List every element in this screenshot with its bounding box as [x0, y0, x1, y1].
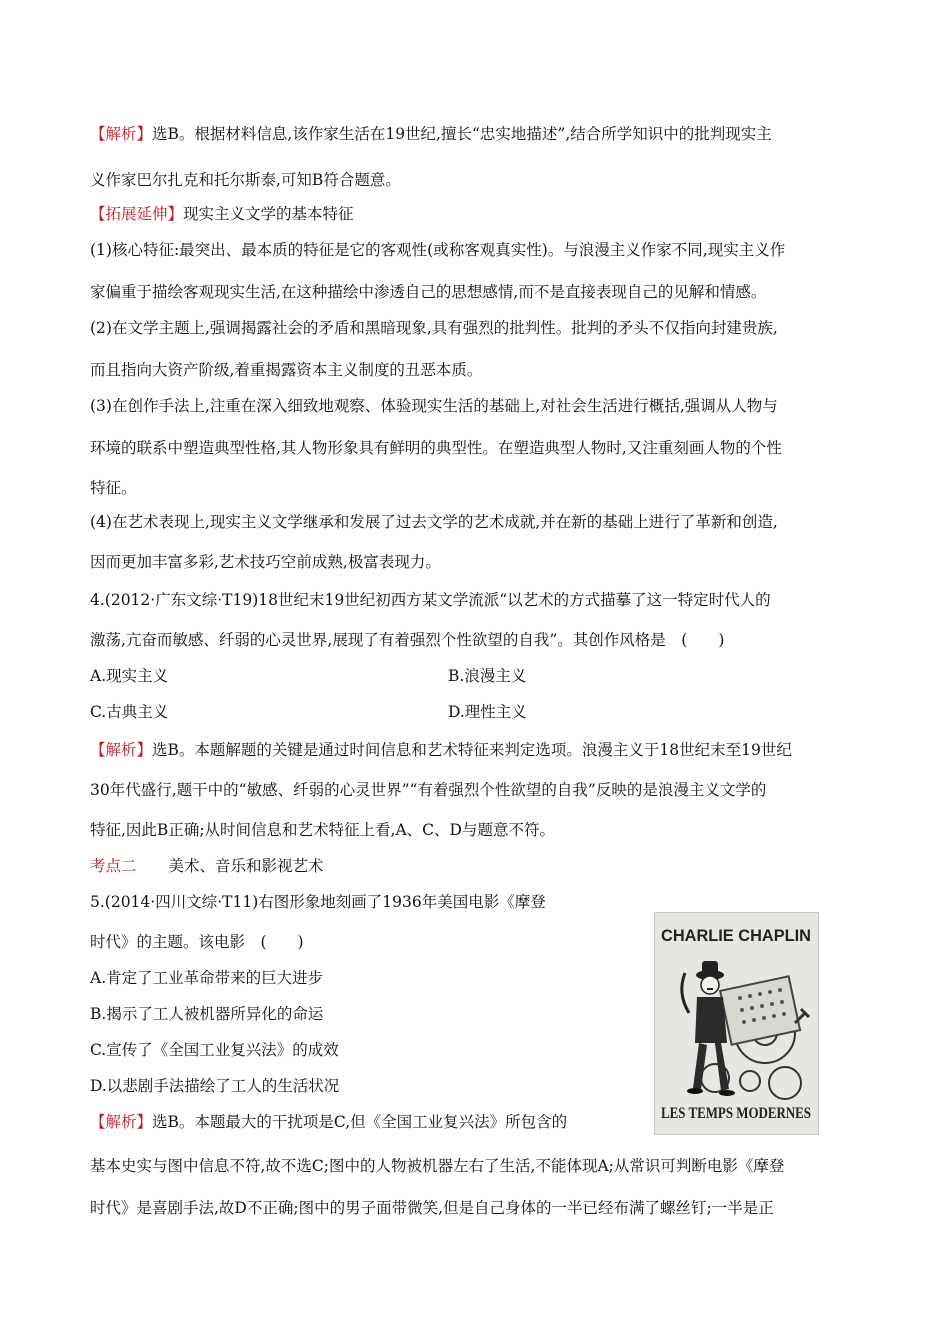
analysis-tag: 【解析】 — [90, 1113, 153, 1131]
analysis-tag: 【解析】 — [90, 125, 153, 143]
analysis-text: 选B。本题解题的关键是通过时间信息和艺术特征来判定选项。浪漫主义于18世纪末至19世纪 — [152, 741, 792, 759]
extension-line: 家偏重于描绘客观现实生活,在这种描绘中渗透自己的思想感情,而不是直接表现自己的见解和情感。 — [90, 283, 767, 301]
analysis-text-line: 义作家巴尔扎克和托尔斯泰,可知B符合题意。 — [90, 171, 401, 189]
extension-line: 特征。 — [90, 479, 137, 497]
poster-title: CHARLIE CHAPLIN — [661, 926, 811, 945]
section-label: 考点二 — [90, 857, 137, 875]
question-5-stem: 5.(2014·四川文综·T11)右图形象地刻画了1936年美国电影《摩登 — [90, 893, 546, 911]
option-c: C.古典主义 — [90, 703, 169, 721]
analysis-paragraph-1 — [90, 124, 772, 144]
option-d: D.以悲剧手法描绘了工人的生活状况 — [90, 1077, 340, 1095]
extension-heading — [90, 204, 354, 224]
extension-title: 现实主义文学的基本特征 — [183, 205, 354, 223]
option-c: C.宣传了《全国工业复兴法》的成效 — [90, 1041, 339, 1059]
modern-times-poster — [654, 912, 819, 1135]
section-heading — [90, 856, 324, 876]
extension-line: (1)核心特征:最突出、最本质的特征是它的客观性(或称客观真实性)。与浪漫主义作家不同,现实主义作 — [90, 241, 786, 259]
poster-illustration — [655, 913, 818, 1134]
option-b: B.浪漫主义 — [448, 667, 527, 685]
analysis-text-line: 基本史实与图中信息不符,故不选C;图中的人物被机器左右了生活,不能体现A;从常识可判断电影《摩登 — [90, 1157, 785, 1175]
question-4-analysis — [90, 740, 792, 760]
question-4-stem: 激荡,亢奋而敏感、纤弱的心灵世界,展现了有着强烈个性欲望的自我”。其创作风格是 ( ) — [90, 631, 725, 649]
poster-subtitle: LES TEMPS MODERNES — [661, 1105, 812, 1122]
option-a: A.肯定了工业革命带来的巨大进步 — [90, 969, 324, 987]
question-4-stem: 4.(2012·广东文综·T19)18世纪末19世纪初西方某文学流派“以艺术的方式描摹了这一特定时代人的 — [90, 591, 771, 609]
option-b: B.揭示了工人被机器所异化的命运 — [90, 1005, 324, 1023]
option-d: D.理性主义 — [448, 703, 527, 721]
extension-line: 因而更加丰富多彩,艺术技巧空前成熟,极富表现力。 — [90, 553, 441, 571]
extension-line: 环境的联系中塑造典型性格,其人物形象具有鲜明的典型性。在塑造典型人物时,又注重刻画人物的个性 — [90, 439, 782, 457]
analysis-text-line: 时代》是喜剧手法,故D不正确;图中的男子面带微笑,但是自己身体的一半已经布满了螺丝钉;一半是正 — [90, 1199, 774, 1217]
extension-line: (3)在创作手法上,注重在深入细致地观察、体验现实生活的基础上,对社会生活进行概括,强调从人物与 — [90, 397, 778, 415]
analysis-text-line: 特征,因此B正确;从时间信息和艺术特征上看,A、C、D与题意不符。 — [90, 821, 555, 839]
analysis-text-line: 30年代盛行,题干中的“敏感、纤弱的心灵世界”“有着强烈个性欲望的自我”反映的是浪漫主义文学的 — [90, 781, 767, 799]
extension-line: (2)在文学主题上,强调揭露社会的矛盾和黑暗现象,具有强烈的批判性。批判的矛头不仅指向封建贵族, — [90, 319, 778, 337]
extension-line: (4)在艺术表现上,现实主义文学继承和发展了过去文学的艺术成就,并在新的基础上进行了革新和创造, — [90, 513, 778, 531]
option-a: A.现实主义 — [90, 667, 169, 685]
extension-tag: 【拓展延伸】 — [90, 205, 184, 223]
analysis-text: 选B。本题最大的干扰项是C,但《全国工业复兴法》所包含的 — [152, 1113, 568, 1131]
question-4-options-row-2 — [90, 702, 527, 722]
analysis-text: 选B。根据材料信息,该作家生活在19世纪,擅长“忠实地描述”,结合所学知识中的批判现实主 — [152, 125, 772, 143]
question-5-stem: 时代》的主题。该电影 ( ) — [90, 933, 304, 951]
section-title: 美术、音乐和影视艺术 — [168, 857, 324, 875]
extension-line: 而且指向大资产阶级,着重揭露资本主义制度的丑恶本质。 — [90, 361, 483, 379]
analysis-tag: 【解析】 — [90, 741, 153, 759]
question-5-analysis — [90, 1112, 567, 1132]
question-4-options-row-1 — [90, 666, 527, 686]
